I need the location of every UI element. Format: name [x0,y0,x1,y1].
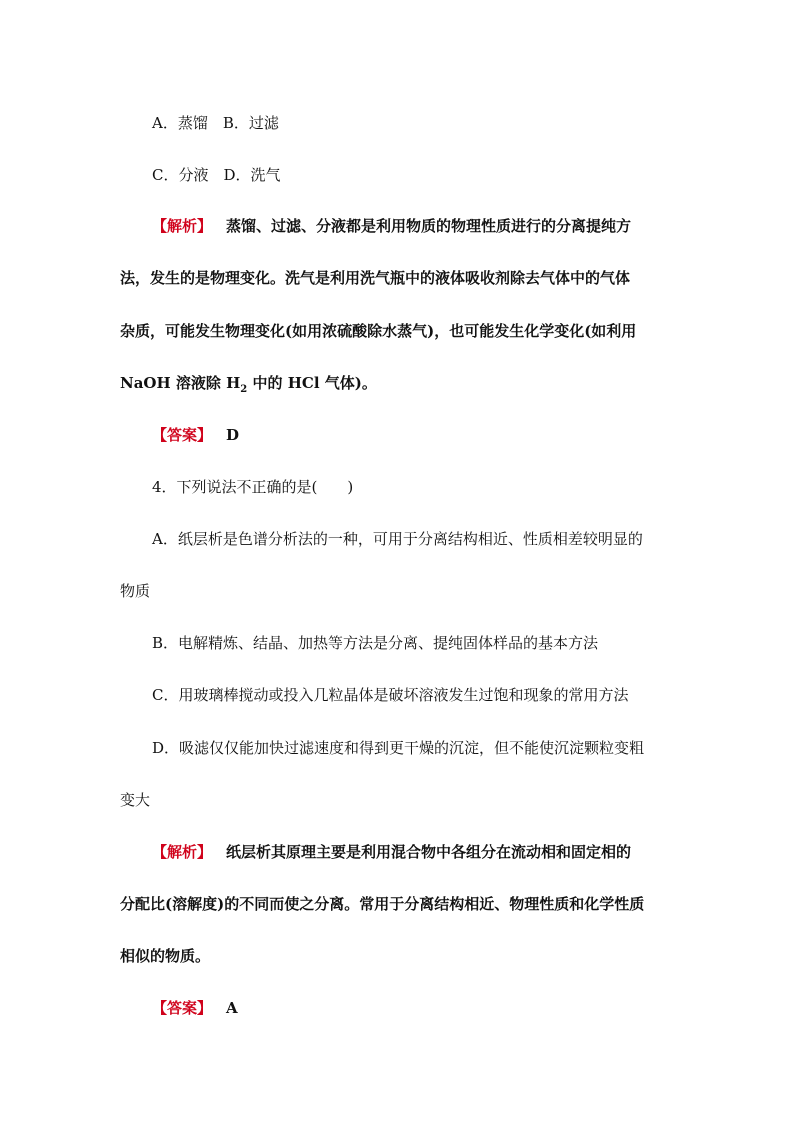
option-a-continuation: 物质 [120,582,151,600]
answer-value: A [226,999,238,1017]
explanation-text: 蒸馏、过滤、分液都是利用物质的物理性质进行的分离提纯方 [226,217,632,235]
answer-tag: 【答案】 [152,426,213,444]
option-b-line: B．电解精炼、结晶、加热等方法是分离、提纯固体样品的基本方法 [152,634,599,652]
subscript: 2 [240,384,248,395]
explanation-paragraph-1 [152,216,631,236]
question-stem: 4．下列说法不正确的是( ) [152,478,354,496]
formula-text: NaOH 溶液除 H [120,374,241,392]
explanation-tag: 【解析】 [152,843,213,861]
option-ab-line: A．蒸馏 B．过滤 [152,114,279,132]
answer-line-1 [152,425,239,445]
option-c-line: C．用玻璃棒搅动或投入几粒晶体是破坏溶液发生过饱和现象的常用方法 [152,686,629,704]
explanation-line: 杂质，可能发生物理变化(如用浓硫酸除水蒸气)，也可能发生化学变化(如利用 [120,322,637,340]
explanation-line [120,373,377,393]
explanation-line: 法，发生的是物理变化。洗气是利用洗气瓶中的液体吸收剂除去气体中的气体 [120,269,631,287]
explanation-text: 纸层析其原理主要是利用混合物中各组分在流动相和固定相的 [226,843,632,861]
formula-text: 中的 HCl 气体)。 [247,374,377,392]
option-a-line: A．纸层析是色谱分析法的一种，可用于分离结构相近、性质相差较明显的 [152,530,643,548]
option-d-continuation: 变大 [120,791,151,809]
answer-value: D [226,426,240,444]
explanation-paragraph-2 [152,842,631,862]
option-d-line: D．吸滤仅仅能加快过滤速度和得到更干燥的沉淀，但不能使沉淀颗粒变粗 [152,739,645,757]
option-cd-line: C．分液 D．洗气 [152,166,281,184]
explanation-line: 相似的物质。 [120,947,211,965]
answer-tag: 【答案】 [152,999,213,1017]
answer-line-2 [152,998,238,1018]
explanation-line: 分配比(溶解度)的不同而使之分离。常用于分离结构相近、物理性质和化学性质 [120,895,645,913]
explanation-tag: 【解析】 [152,217,213,235]
